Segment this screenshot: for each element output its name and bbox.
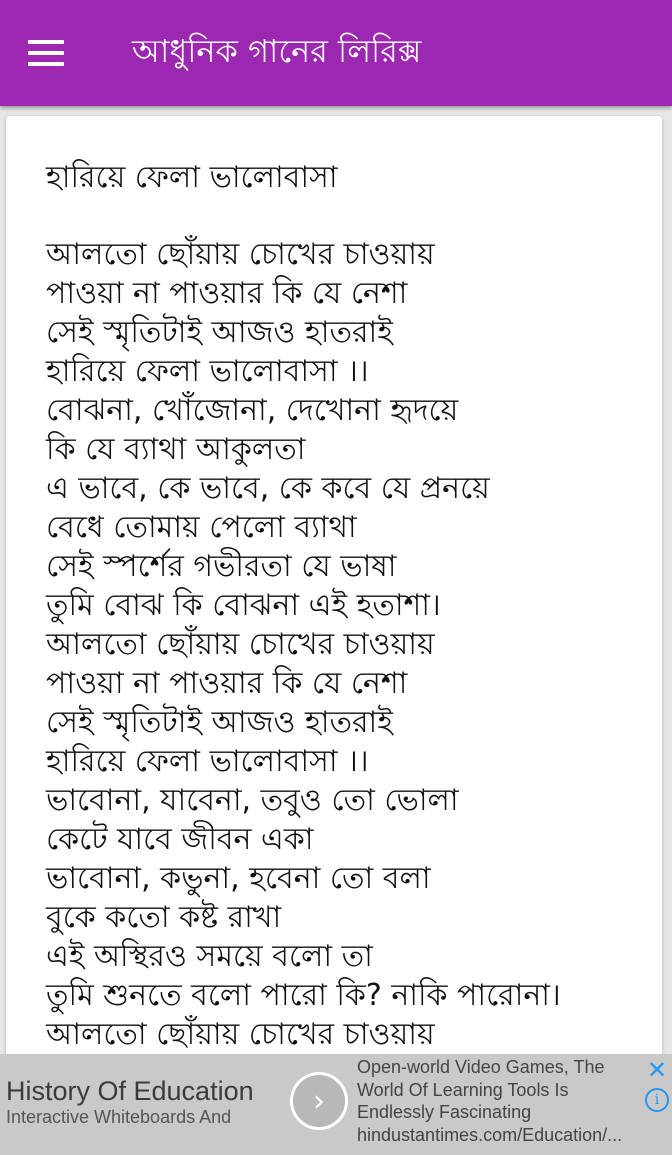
lyric-line: হারিয়ে ফেলা ভালোবাসা ।। [46, 744, 369, 779]
lyric-line: বুকে কতো কষ্ট রাখা [46, 900, 282, 935]
lyric-line: এই অস্থিরও সময়ে বলো তা [46, 939, 373, 974]
lyric-line: বোঝনা, খোঁজোনা, দেখোনা হৃদয়ে [46, 393, 459, 428]
lyric-line: আলতো ছোঁয়ায় চোখের চাওয়ায় [46, 237, 435, 272]
lyrics-card[interactable] [6, 116, 662, 1076]
lyric-line: কেটে যাবে জীবন একা [46, 822, 314, 857]
ad-body-line: Endlessly Fascinating [357, 1102, 532, 1122]
lyric-line: হারিয়ে ফেলা ভালোবাসা ।। [46, 354, 369, 389]
lyric-line: বেধে তোমায় পেলো ব্যাথা [46, 510, 357, 545]
lyric-line: পাওয়া না পাওয়ার কি যে নেশা [46, 276, 408, 311]
ad-arrow-button[interactable] [290, 1072, 348, 1130]
hamburger-menu-icon[interactable] [28, 31, 72, 75]
lyric-line: সেই স্মৃতিটাই আজও হাতরাই [46, 705, 393, 740]
app-title: আধুনিক গানের লিরিক্স [132, 32, 422, 70]
lyric-line: আলতো ছোঁয়ায় চোখের চাওয়ায় [46, 627, 435, 662]
lyric-line: তুমি বোঝ কি বোঝনা এই হতাশা। [46, 588, 441, 623]
ad-url: hindustantimes.com/Education/... [357, 1124, 623, 1145]
app-bar [0, 0, 672, 106]
lyric-line: ভাবোনা, কভুনা, হবেনা তো বলা [46, 861, 431, 896]
song-title: হারিয়ে ফেলা ভালোবাসা [46, 160, 338, 195]
lyric-line: সেই স্মৃতিটাই আজও হাতরাই [46, 315, 393, 350]
lyrics-content [6, 116, 662, 1054]
close-icon[interactable]: ✕ [646, 1056, 668, 1084]
info-icon[interactable]: i [645, 1088, 669, 1112]
lyric-line: এ ভাবে, কে ভাবে, কে কবে যে প্রনয়ে [46, 471, 490, 506]
ad-headline[interactable]: History Of Education [6, 1076, 254, 1106]
ad-banner[interactable] [0, 1054, 672, 1155]
ad-body[interactable] [357, 1056, 639, 1146]
ad-subline[interactable]: Interactive Whiteboards And [6, 1107, 232, 1127]
lyric-line: ভাবোনা, যাবেনা, তবুও তো ভোলা [46, 783, 459, 818]
lyric-line: কি যে ব্যাথা আকুলতা [46, 432, 306, 467]
lyrics-lines [46, 235, 662, 1054]
ad-body-line: Open-world Video Games, The [357, 1057, 605, 1077]
lyric-line: পাওয়া না পাওয়ার কি যে নেশা [46, 666, 408, 701]
chevron-right-icon: › [313, 1083, 325, 1119]
ad-body-line: World Of Learning Tools Is [357, 1079, 569, 1100]
lyric-line: তুমি শুনতে বলো পারো কি? নাকি পারোনা। [46, 978, 561, 1013]
lyric-line: আলতো ছোঁয়ায় চোখের চাওয়ায় [46, 1017, 435, 1052]
lyric-line: সেই স্পর্শের গভীরতা যে ভাষা [46, 549, 397, 584]
